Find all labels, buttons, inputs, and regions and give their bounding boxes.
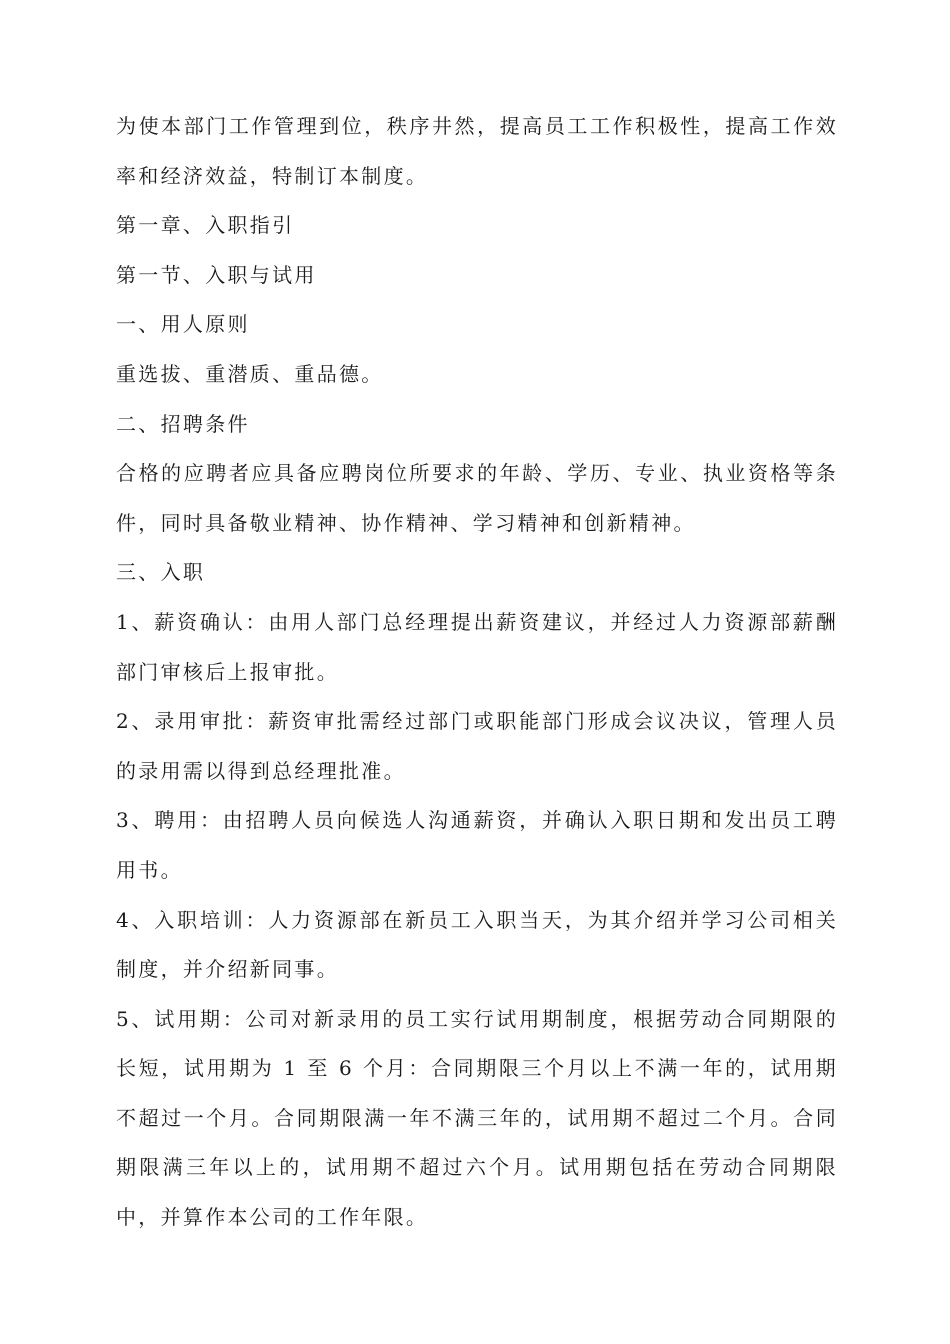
section-heading: 第一节、入职与试用	[116, 262, 317, 287]
document-body	[116, 102, 838, 1243]
paragraph-recruitment-conditions: 合格的应聘者应具备应聘岗位所要求的年龄、学历、专业、执业资格等条件，同时具备敬业精神、协作精神、学习精神和创新精神。	[116, 461, 838, 535]
subheading-onboarding: 三、入职	[116, 560, 206, 585]
list-item-hiring-approval: 2、录用审批：薪资审批需经过部门或职能部门形成会议决议，管理人员的录用需以得到总经理批准。	[116, 709, 838, 783]
list-item-probation-period: 5、试用期：公司对新录用的员工实行试用期制度，根据劳动合同期限的长短，试用期为 1 至 6 个月：合同期限三个月以上不满一年的，试用期不超过一个月。合同期限满一年不满三年的，试用期不超过二个月。合同期限满三年以上的，试用期不超过六个月。试用期包括在劳动合同期限中，并算作本公司的工作年限。	[116, 1006, 838, 1230]
list-item-onboarding-training: 4、入职培训：人力资源部在新员工入职当天，为其介绍并学习公司相关制度，并介绍新同事。	[116, 907, 838, 982]
subheading-recruitment-conditions: 二、招聘条件	[116, 411, 250, 436]
intro-paragraph: 为使本部门工作管理到位，秩序井然，提高员工工作积极性，提高工作效率和经济效益，特制订本制度。	[116, 114, 838, 188]
list-item-salary-confirmation: 1、薪资确认：由用人部门总经理提出薪资建议，并经过人力资源部薪酬部门审核后上报审批。	[116, 609, 838, 684]
paragraph-hiring-principle: 重选拔、重潜质、重品德。	[116, 361, 384, 386]
chapter-heading: 第一章、入职指引	[116, 213, 295, 238]
list-item-employment: 3、聘用：由招聘人员向候选人沟通薪资，并确认入职日期和发出员工聘用书。	[116, 808, 838, 882]
subheading-hiring-principle: 一、用人原则	[116, 312, 250, 337]
